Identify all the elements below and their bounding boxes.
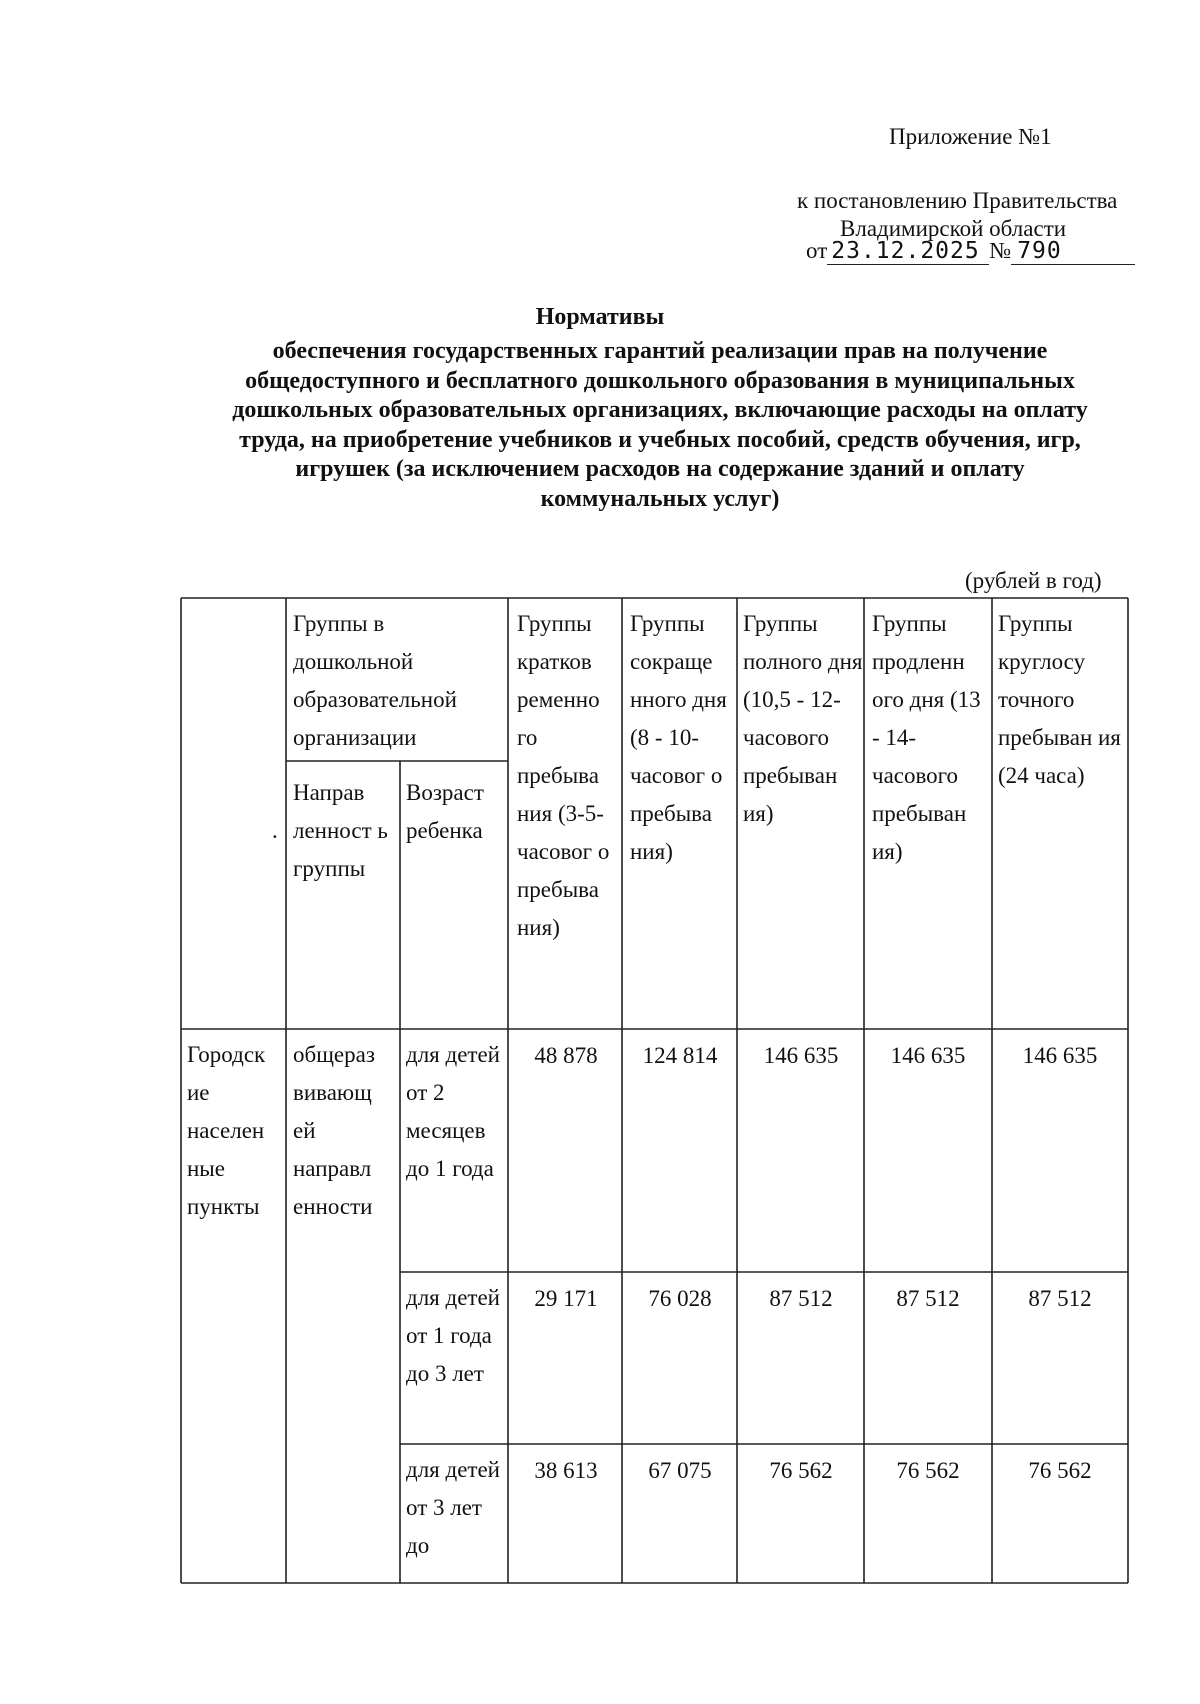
header-groups-in-org: Группы в дошкольной образовательной организации [293,611,457,750]
value-short-stay: 29 171 [534,1286,598,1311]
document-title: Нормативы [535,304,665,330]
row-age: для детей от 2 месяцев до 1 года [406,1042,500,1181]
row-age: для детей от 1 года до 3 лет [406,1285,500,1386]
header-full-day: Группы полного дня (10,5 - 12- часового пребыван ия) [743,611,863,826]
value-round-clock: 76 562 [1028,1458,1092,1483]
number-sign: № [989,238,1012,263]
value-short-stay: 38 613 [534,1458,598,1483]
appendix-label: Приложение №1 [889,124,1052,149]
header-dot: . [272,818,278,843]
value-extended-day: 76 562 [896,1458,960,1483]
value-round-clock: 146 635 [1022,1043,1098,1068]
value-round-clock: 87 512 [1028,1286,1092,1311]
value-reduced-day: 76 028 [648,1286,712,1311]
value-extended-day: 146 635 [890,1043,966,1068]
value-full-day: 76 562 [769,1458,833,1483]
header-reduced-day: Группы сокраще нного дня (8 - 10- часовог о пребыва ния) [630,611,727,864]
settlement-type: Городск ие населен ные пункты [187,1042,266,1219]
value-full-day: 87 512 [769,1286,833,1311]
unit-label: (рублей в год) [965,568,1102,593]
decree-number: 790 [1011,238,1135,265]
document-subtitle: обеспечения государственных гарантий реализации прав на получение общедоступного и бесплатного дошкольного образования в муниципальных дошкольных образовательных организациях, включающие расходы на оплату труда, на приобретение учебников и учебных пособий, средств обучения, игр, игрушек (за исключением расходов на содержание зданий и оплату коммунальных услуг) [232,338,1088,512]
header-extended-day: Группы продленн ого дня (13 - 14- часового пребыван ия) [872,611,981,864]
header-direction: Направ ленност ь группы [293,780,388,881]
row-age: для детей от 3 лет до [406,1457,500,1558]
value-full-day: 146 635 [763,1043,839,1068]
value-reduced-day: 67 075 [648,1458,712,1483]
decree-date: 23.12.2025 [827,238,989,265]
value-reduced-day: 124 814 [642,1043,718,1068]
date-prefix: от [806,238,828,263]
decree-date-number-line [806,238,1140,265]
value-short-stay: 48 878 [534,1043,598,1068]
decree-reference-line2: Владимирской области [840,216,1067,241]
value-extended-day: 87 512 [896,1286,960,1311]
header-short-stay: Группы кратков ременно го пребыва ния (3-5- часовог о пребыва ния) [517,611,610,940]
header-age: Возраст ребенка [406,780,484,843]
header-round-clock: Группы круглосу точного пребыван ия (24 часа) [998,611,1121,788]
decree-reference-line1: к постановлению Правительства [797,188,1118,213]
direction-value: общераз вивающ ей направл енности [293,1042,375,1219]
